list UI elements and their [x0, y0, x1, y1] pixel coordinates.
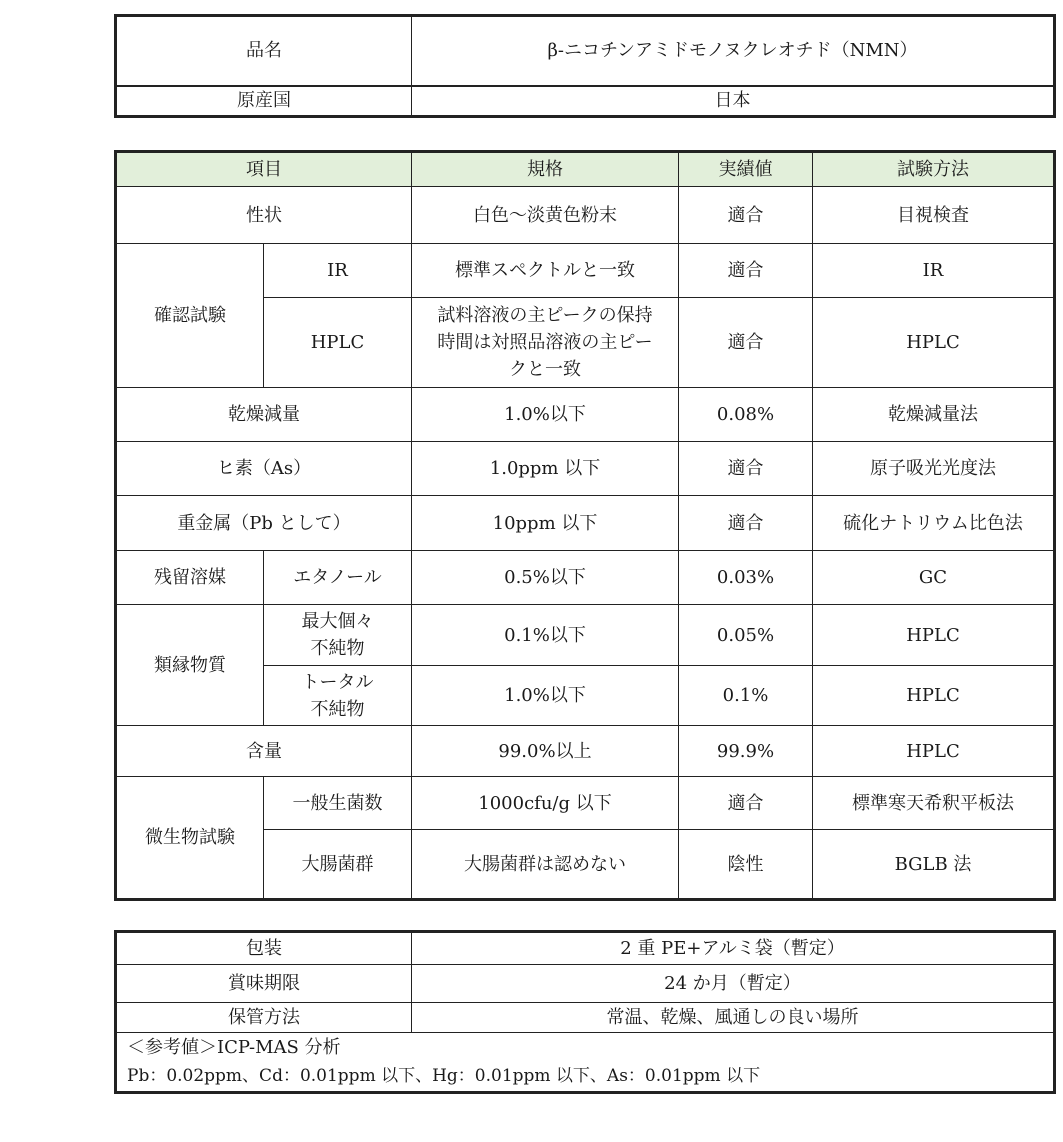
row-spec: 標準スペクトルと一致 [412, 244, 679, 298]
row-item: 残留溶媒 [116, 551, 264, 605]
spec-table [114, 150, 1056, 901]
row-result: 0.08% [679, 388, 813, 442]
storage-label: 保管方法 [116, 1003, 412, 1033]
row-result: 0.05% [679, 605, 813, 666]
row-result: 適合 [679, 187, 813, 244]
header-method: 試験方法 [813, 152, 1055, 187]
table-row [116, 496, 1055, 551]
row-method: GC [813, 551, 1055, 605]
table-row [116, 726, 1055, 777]
row-sub: エタノール [264, 551, 412, 605]
row-result: 適合 [679, 777, 813, 830]
row-method: HPLC [813, 298, 1055, 388]
row-method: HPLC [813, 726, 1055, 777]
row-result: 適合 [679, 298, 813, 388]
row-method: 乾燥減量法 [813, 388, 1055, 442]
row-item: 乾燥減量 [116, 388, 412, 442]
row-method: IR [813, 244, 1055, 298]
table-row [116, 551, 1055, 605]
table-row [116, 442, 1055, 496]
table-row [116, 777, 1055, 830]
product-name-value: β-ニコチンアミドモノヌクレオチド（NMN） [412, 16, 1055, 86]
row-method: BGLB 法 [813, 830, 1055, 900]
row-result: 99.9% [679, 726, 813, 777]
row-spec: 1000cfu/g 以下 [412, 777, 679, 830]
table-row [116, 187, 1055, 244]
row-group: 確認試験 [116, 244, 264, 388]
row-sub: IR [264, 244, 412, 298]
row-result: 0.03% [679, 551, 813, 605]
row-sub: 一般生菌数 [264, 777, 412, 830]
row-method: HPLC [813, 605, 1055, 666]
row-item: 重金属（Pb として） [116, 496, 412, 551]
row-spec: 1.0%以下 [412, 388, 679, 442]
packaging-table [114, 930, 1056, 1094]
table-row [116, 244, 1055, 298]
row-spec: 99.0%以上 [412, 726, 679, 777]
row-result: 適合 [679, 244, 813, 298]
table-row [116, 605, 1055, 666]
row-item: 性状 [116, 187, 412, 244]
row-sub: 最大個々不純物 [264, 605, 412, 666]
row-sub: HPLC [264, 298, 412, 388]
origin-value: 日本 [412, 86, 1055, 117]
shelf-life-label: 賞味期限 [116, 965, 412, 1003]
row-result: 適合 [679, 442, 813, 496]
row-item: ヒ素（As） [116, 442, 412, 496]
row-spec: 大腸菌群は認めない [412, 830, 679, 900]
row-sub: 大腸菌群 [264, 830, 412, 900]
header-item: 項目 [116, 152, 412, 187]
packing-label: 包装 [116, 932, 412, 965]
row-group: 類縁物質 [116, 605, 264, 726]
reference-values: Pb：0.02ppm、Cd：0.01ppm 以下、Hg：0.01ppm 以下、As：0.01ppm 以下 [116, 1063, 1055, 1093]
row-result: 陰性 [679, 830, 813, 900]
row-method: HPLC [813, 666, 1055, 726]
row-result: 適合 [679, 496, 813, 551]
row-spec: 10ppm 以下 [412, 496, 679, 551]
row-item: 含量 [116, 726, 412, 777]
packing-value: 2 重 PE+アルミ袋（暫定） [412, 932, 1055, 965]
header-spec: 規格 [412, 152, 679, 187]
row-spec: 白色～淡黄色粉末 [412, 187, 679, 244]
reference-title: ＜参考値＞ICP-MAS 分析 [116, 1033, 1055, 1063]
row-spec: 1.0%以下 [412, 666, 679, 726]
row-spec: 試料溶液の主ピークの保持時間は対照品溶液の主ピークと一致 [412, 298, 679, 388]
row-group: 微生物試験 [116, 777, 264, 900]
storage-value: 常温、乾燥、風通しの良い場所 [412, 1003, 1055, 1033]
row-spec: 0.1%以下 [412, 605, 679, 666]
row-spec: 1.0ppm 以下 [412, 442, 679, 496]
table-row [116, 388, 1055, 442]
origin-label: 原産国 [116, 86, 412, 117]
row-method: 標準寒天希釈平板法 [813, 777, 1055, 830]
row-result: 0.1% [679, 666, 813, 726]
shelf-life-value: 24 か月（暫定） [412, 965, 1055, 1003]
row-sub: トータル不純物 [264, 666, 412, 726]
row-method: 目視検査 [813, 187, 1055, 244]
row-spec: 0.5%以下 [412, 551, 679, 605]
header-result: 実績値 [679, 152, 813, 187]
row-method: 硫化ナトリウム比色法 [813, 496, 1055, 551]
product-name-label: 品名 [116, 16, 412, 86]
product-table [114, 14, 1056, 118]
row-method: 原子吸光光度法 [813, 442, 1055, 496]
